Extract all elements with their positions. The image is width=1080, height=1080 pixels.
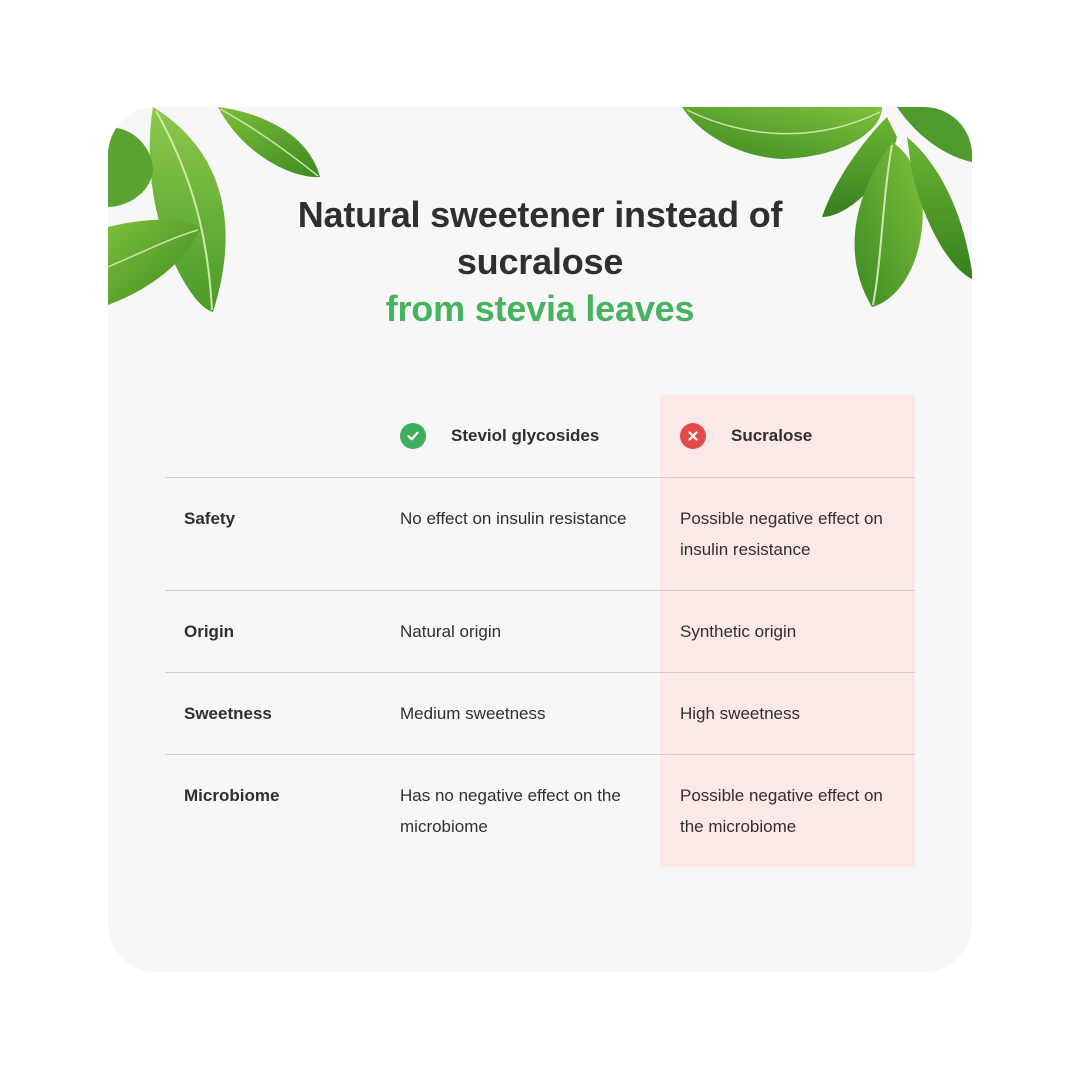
- table-row-sweetness: [165, 673, 915, 755]
- row-label: Sweetness: [184, 704, 272, 723]
- check-circle-icon: [400, 423, 426, 449]
- row-label: Origin: [184, 622, 235, 641]
- steviol-cell: Natural origin: [400, 622, 502, 641]
- table-row-microbiome: [165, 755, 915, 867]
- table-row-origin: [165, 591, 915, 673]
- column-header-sucralose-label: Sucralose: [731, 426, 813, 445]
- steviol-cell: Has no negative effect on the microbiome: [400, 786, 621, 836]
- page-title: [108, 191, 972, 332]
- comparison-table: [165, 395, 915, 867]
- table-row-safety: [165, 478, 915, 591]
- row-label: Microbiome: [184, 786, 280, 805]
- steviol-cell: No effect on insulin resistance: [400, 509, 627, 528]
- sucralose-cell: High sweetness: [680, 704, 801, 723]
- sucralose-cell: Possible negative effect on the microbiome: [680, 786, 883, 836]
- table-header-row: [165, 395, 915, 478]
- column-header-steviol-label: Steviol glycosides: [451, 426, 600, 445]
- comparison-card: [108, 107, 972, 972]
- column-header-steviol: [400, 395, 599, 477]
- column-header-sucralose: [680, 395, 812, 477]
- title-line-1: Natural sweetener instead of: [297, 194, 783, 235]
- title-accent: from stevia leaves: [385, 288, 695, 329]
- row-label: Safety: [184, 509, 236, 528]
- x-circle-icon: [680, 423, 706, 449]
- steviol-cell: Medium sweetness: [400, 704, 546, 723]
- sucralose-cell: Possible negative effect on insulin resistance: [680, 509, 883, 559]
- sucralose-cell: Synthetic origin: [680, 622, 797, 641]
- title-line-2: sucralose: [456, 241, 624, 282]
